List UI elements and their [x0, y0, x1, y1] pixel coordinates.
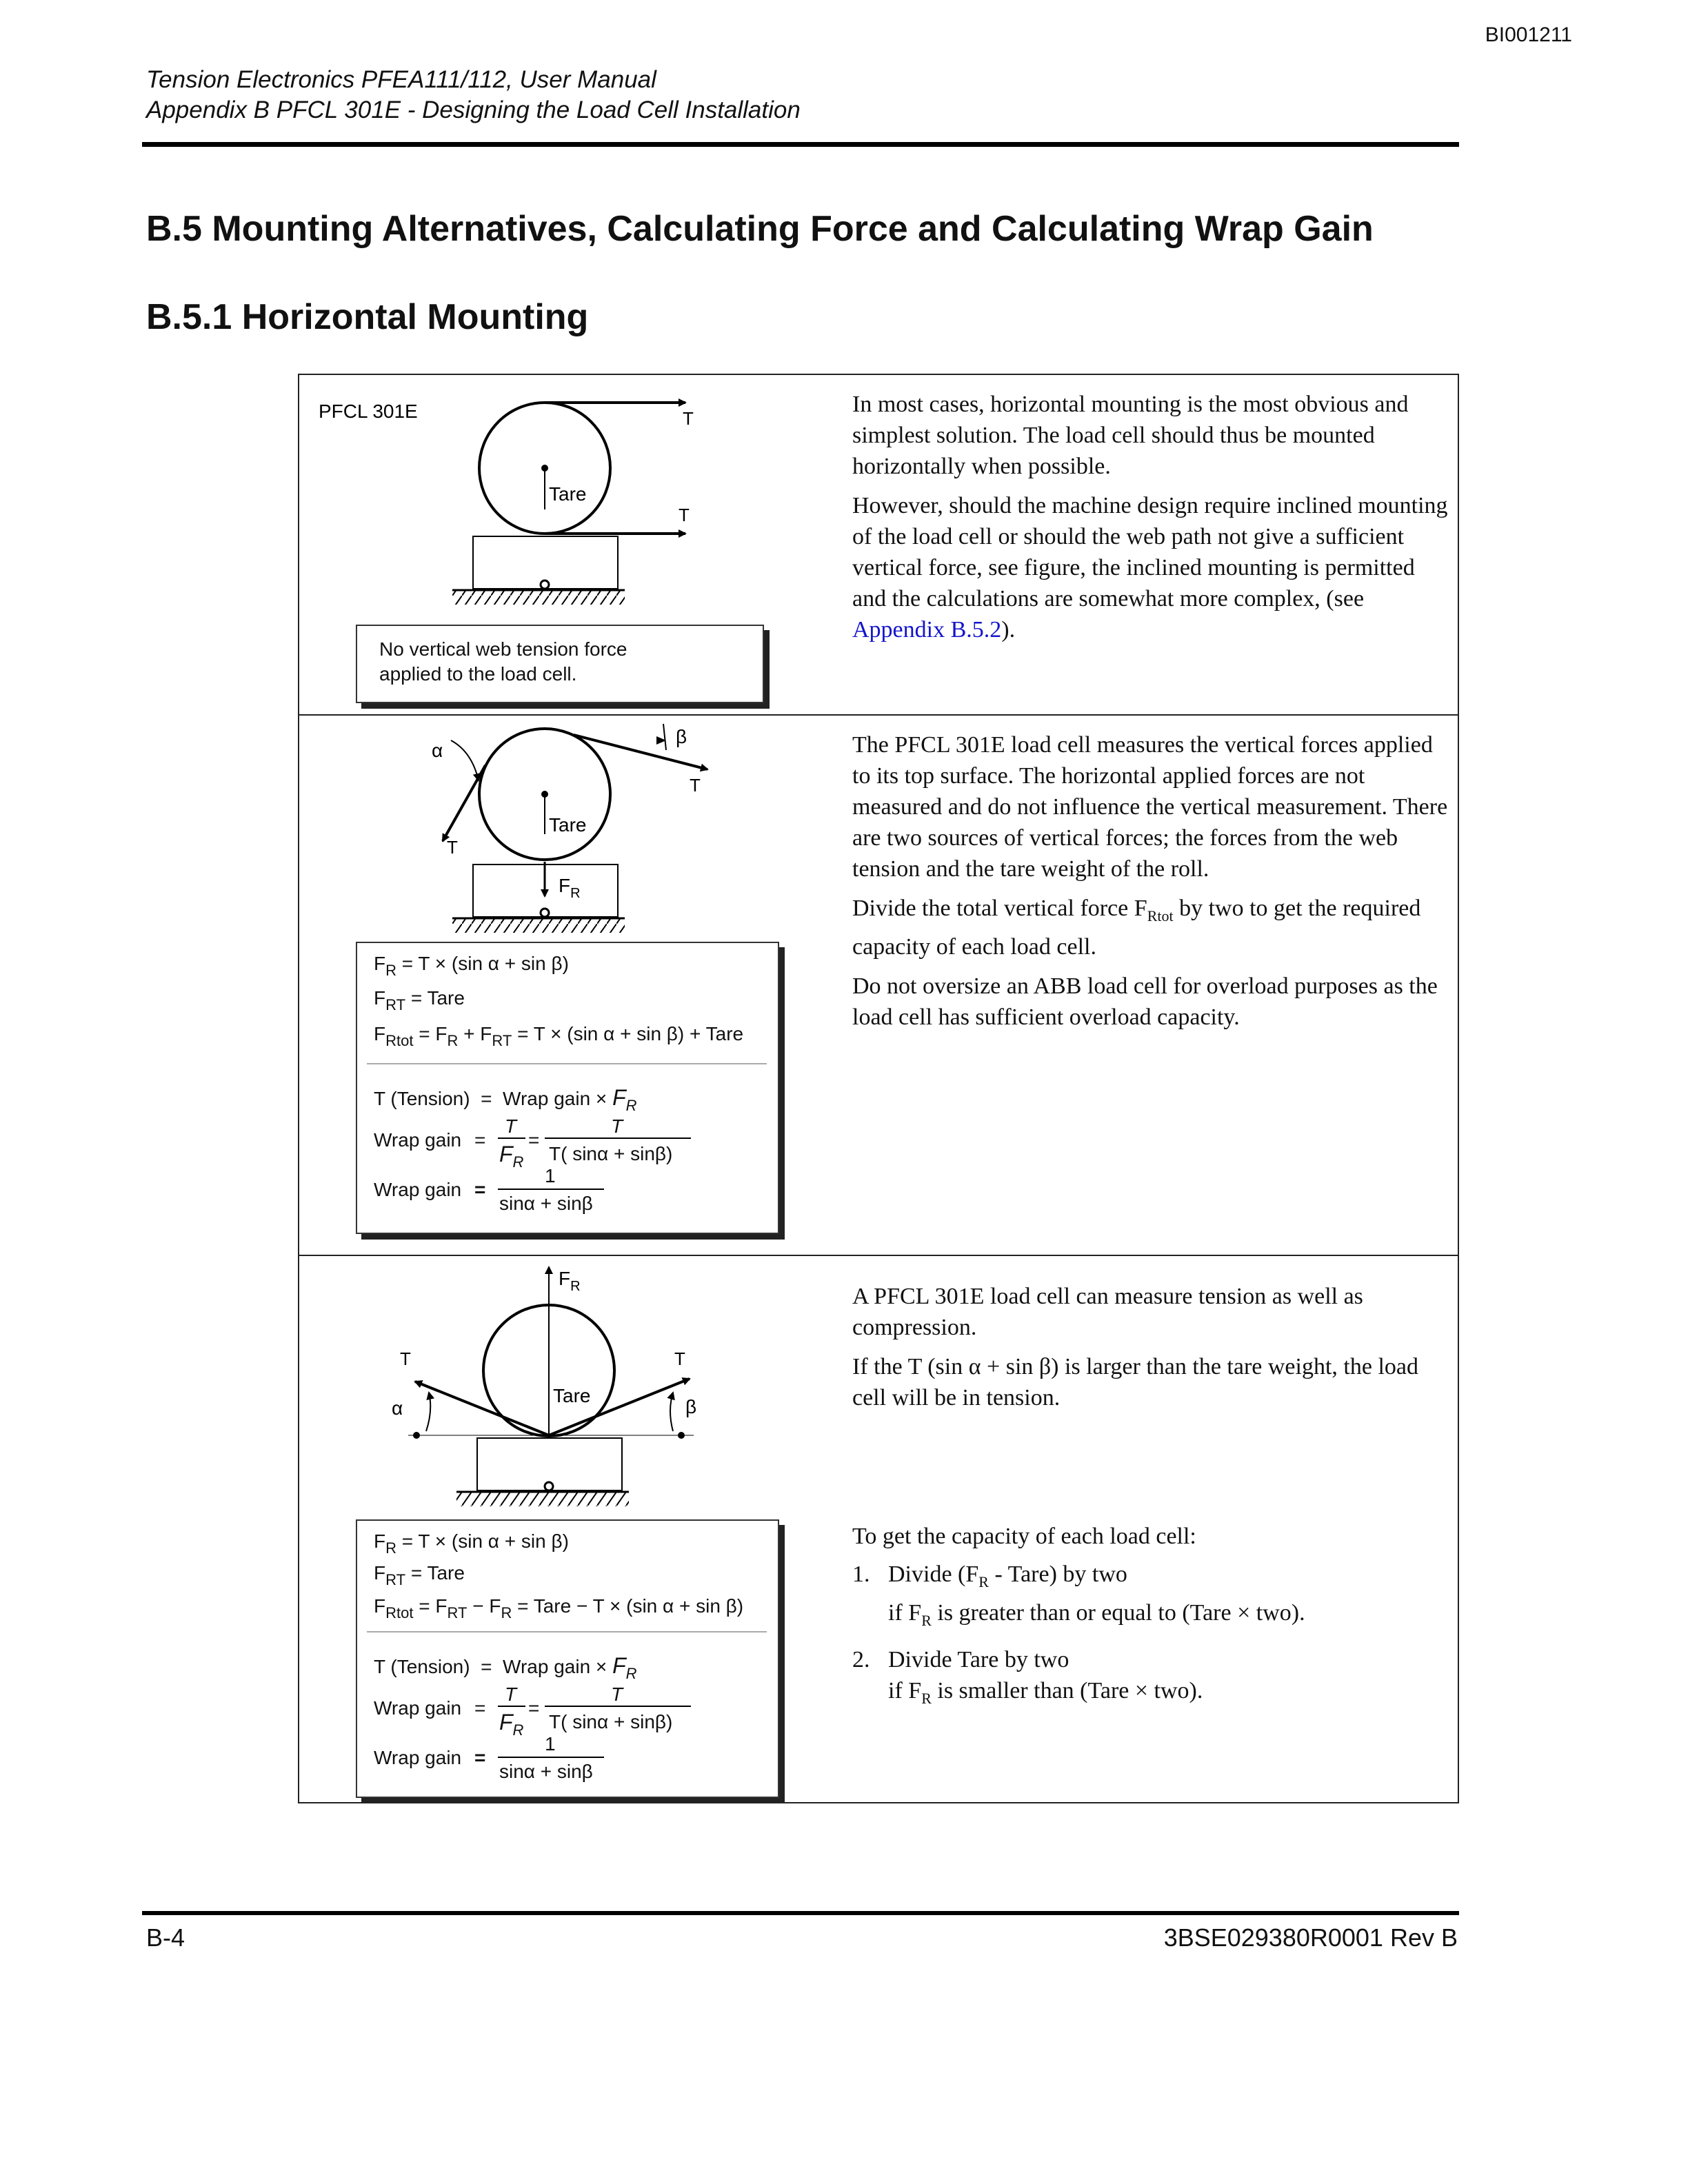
row-divider-2: [298, 1255, 1459, 1256]
row-divider-1: [298, 714, 1459, 716]
formula-tension: T (Tension) = Wrap gain × $F_R$: [374, 1085, 637, 1114]
fr-label: $F_R$: [559, 1268, 581, 1294]
row3-formula-box: [356, 1519, 779, 1798]
alpha-label: α: [392, 1397, 403, 1419]
ground-hatch: [456, 1493, 629, 1506]
wrap-gain-label-1: Wrap gain: [374, 1129, 462, 1151]
frac-denominator-fr: $F_R$: [499, 1142, 524, 1171]
beta-angle-arc: [663, 724, 666, 750]
formula-tension: T (Tension) = Wrap gain × $F_R$: [374, 1653, 637, 1682]
row3-text-top: [852, 1281, 1452, 1413]
row2-formula-box: [356, 942, 779, 1234]
row1-text: [852, 389, 1452, 645]
wrap-gain-label-2: Wrap gain: [374, 1747, 462, 1768]
ground-hatch: [452, 591, 625, 605]
tension-mounting-diagram: [298, 1257, 850, 1519]
frac-numerator-t: T: [505, 1684, 517, 1705]
capacity-step-2: 2. Divide Tare by two if $F_R$ is smaller than (Tare × two).: [852, 1647, 1203, 1707]
row1-paragraph-2: However, should the machine design require inclined mounting of the load cell or should the web path not give a sufficient vertical force, see figure, the inclined mounting is permitted and the calculations are somewhat more complex, (see Appendix B.5.2).: [852, 493, 1448, 643]
formula-frtot: $F_{Rtot} = F_{RT} - F_R$ = Tare − T × (sin α + sin β): [374, 1595, 744, 1621]
beta-label: β: [685, 1396, 697, 1417]
wrap-gain-eq-3: =: [474, 1747, 486, 1768]
alpha-angle-arc: [426, 1393, 430, 1431]
capacity-step-1: 1. Divide ($F_R$ - Tare) by two if $F_R$ is greater than or equal to (Tare × two).: [852, 1561, 1305, 1629]
beta-label: β: [676, 726, 687, 747]
frac3-denominator: sinα + sinβ: [499, 1761, 593, 1782]
tension-top-label: T: [683, 408, 694, 429]
frac2-numerator-t: T: [611, 1115, 623, 1137]
frac2-denominator: T( sinα + sinβ): [549, 1711, 673, 1732]
wrap-gain-label-1: Wrap gain: [374, 1697, 462, 1719]
frac2-denominator: T( sinα + sinβ): [549, 1143, 673, 1164]
row3-text-capacity: [852, 1521, 1452, 1714]
row2-paragraph-2: Divide the total vertical force $F_{Rtot}$ by two to get the required capacity of each load cell.: [852, 896, 1421, 960]
wrap-gain-eq-1: =: [474, 1697, 486, 1719]
appendix-b52-link[interactable]: Appendix B.5.2: [852, 617, 1002, 643]
t-right-label: T: [690, 775, 701, 796]
row2-text: [852, 729, 1452, 1033]
beta-angle-arc: [670, 1393, 673, 1431]
alpha-angle-arc: [451, 740, 479, 780]
tension-bottom-label: T: [679, 505, 690, 525]
wrap-gain-eq-1: =: [474, 1129, 486, 1151]
capacity-intro: To get the capacity of each load cell:: [852, 1524, 1196, 1549]
subsection-title: B.5.1 Horizontal Mounting: [146, 297, 589, 337]
formula-divider: [367, 1063, 767, 1064]
frac3-numerator: 1: [545, 1733, 556, 1755]
row1-paragraph-1: In most cases, horizontal mounting is the most obvious and simplest solution. The load cell should thus be mounted horizontally when possible.: [852, 392, 1409, 479]
tare-label: Tare: [553, 1385, 591, 1406]
t-left-label: T: [400, 1348, 411, 1369]
formula-fr: $F_R = T \times (\sin$ α + sin β): [374, 1530, 569, 1557]
header-appendix-title: Appendix B PFCL 301E - Designing the Load Cell Installation: [146, 97, 801, 123]
capacity-steps: [852, 1559, 1452, 1714]
section-title: B.5 Mounting Alternatives, Calculating Force and Calculating Wrap Gain: [146, 209, 1374, 249]
frac-denominator-fr: $F_R$: [499, 1710, 524, 1739]
document-id: BI001211: [1485, 23, 1572, 46]
document-number: 3BSE029380R0001 Rev B: [1163, 1923, 1458, 1952]
row3-paragraph-2: If the T (sin α + sin β) is larger than the tare weight, the load cell will be in tension.: [852, 1354, 1418, 1410]
footer-rule: [142, 1911, 1459, 1915]
tension-arrow-left: [415, 1382, 549, 1435]
wrap-gain-eq-2: =: [528, 1129, 540, 1151]
row2-paragraph-3: Do not oversize an ABB load cell for overload purposes as the load cell has sufficient overload capacity.: [852, 973, 1438, 1030]
header-manual-title: Tension Electronics PFEA111/112, User Manual: [146, 66, 656, 93]
row3-paragraph-1: A PFCL 301E load cell can measure tension as well as compression.: [852, 1284, 1363, 1340]
row2-paragraph-1: The PFCL 301E load cell measures the vertical forces applied to its top surface. The horizontal applied forces are not measured and do not influence the vertical measurement. There are two sources of vertical forces; the forces from the web tension and the tare weight of the roll.: [852, 732, 1448, 882]
ground-hatch: [452, 919, 625, 933]
inclined-web-diagram: [298, 717, 850, 951]
note-line-2: applied to the load cell.: [379, 663, 577, 685]
frac3-denominator: sinα + sinβ: [499, 1193, 593, 1214]
t-right-label: T: [674, 1348, 685, 1369]
wrap-gain-eq-2: =: [528, 1697, 540, 1719]
frac3-numerator: 1: [545, 1165, 556, 1186]
page-number: B-4: [146, 1923, 185, 1952]
no-vertical-force-note: [356, 625, 764, 703]
alpha-label: α: [432, 740, 443, 761]
formula-fr: $F_R = T \times (\sin$ α + sin β): [374, 953, 569, 979]
formula-frtot: $F_{Rtot} = F_R + F_{RT} = T \times (\sin$ α + sin β) + Tare: [374, 1023, 744, 1049]
wrap-gain-eq-3: =: [474, 1179, 486, 1200]
formula-frt: $F_{RT}$ = Tare: [374, 987, 465, 1013]
wrap-gain-label-2: Wrap gain: [374, 1179, 462, 1200]
header-rule: [142, 142, 1459, 147]
note-line-1: No vertical web tension force: [379, 638, 627, 660]
tare-label: Tare: [549, 814, 587, 836]
formula-divider: [367, 1631, 767, 1632]
formula-frt: $F_{RT}$ = Tare: [374, 1562, 465, 1588]
t-left-label: T: [447, 837, 458, 858]
frac2-numerator-t: T: [611, 1684, 623, 1705]
fr-label: $F_R$: [559, 875, 581, 901]
pfcl-label: PFCL 301E: [319, 401, 418, 422]
frac-numerator-t: T: [505, 1115, 517, 1137]
tare-label: Tare: [549, 483, 587, 505]
